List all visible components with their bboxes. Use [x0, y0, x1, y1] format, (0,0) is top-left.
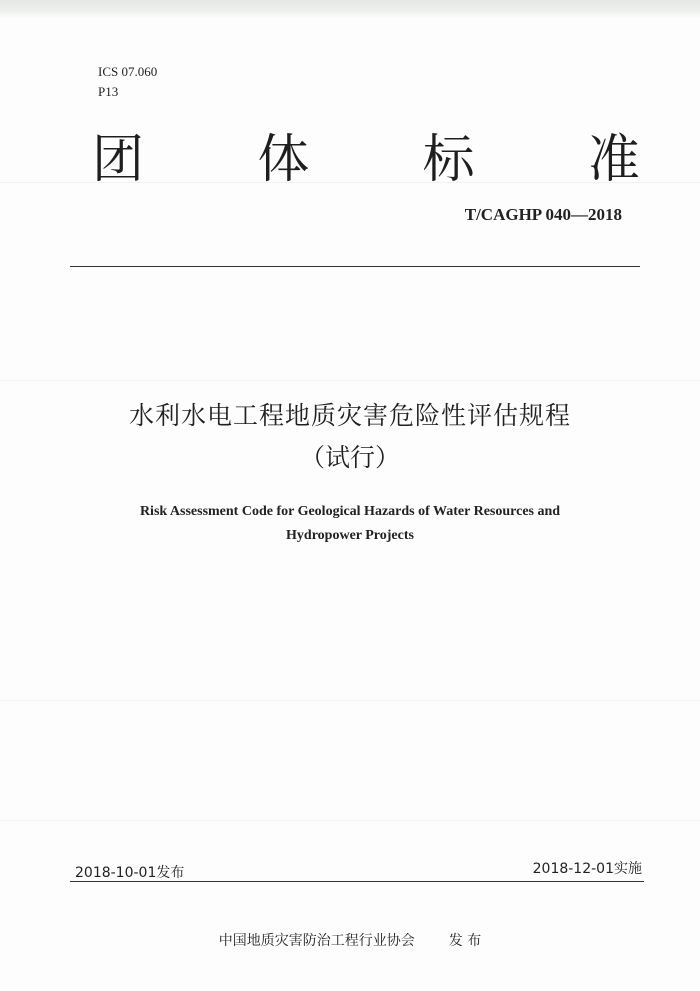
classification-codes	[98, 62, 157, 102]
category-title	[92, 128, 640, 192]
scan-artifact-line	[0, 820, 700, 821]
publisher-line	[0, 930, 700, 950]
publish-action: 发 布	[448, 933, 482, 949]
header-divider	[70, 266, 640, 267]
scan-artifact-line	[0, 380, 700, 381]
ics-code: ICS 07.060	[98, 64, 158, 79]
implementation-date: 2018-12-01实施	[532, 861, 642, 877]
category-title-char: 标	[422, 130, 475, 190]
english-title	[90, 500, 610, 548]
category-title-char: 准	[587, 130, 640, 190]
issue-date: 2018-10-01发布	[75, 865, 185, 881]
footer-divider	[70, 881, 644, 882]
category-title-char: 团	[92, 130, 145, 190]
english-title-line: Risk Assessment Code for Geological Hazards of Water Resources and	[139, 504, 561, 519]
chinese-title: 水利水电工程地质灾害危险性评估规程	[128, 401, 571, 430]
ccs-code: P13	[98, 84, 119, 99]
scan-edge-shadow	[0, 0, 700, 18]
category-title-char: 体	[257, 130, 310, 190]
standard-number: T/CAGHP 040—2018	[464, 205, 622, 224]
scan-artifact-line	[0, 700, 700, 701]
publisher-name: 中国地质灾害防治工程行业协会	[218, 933, 415, 949]
chinese-title-trial: （试行）	[299, 443, 400, 472]
english-title-line: Hydropower Projects	[286, 528, 414, 543]
